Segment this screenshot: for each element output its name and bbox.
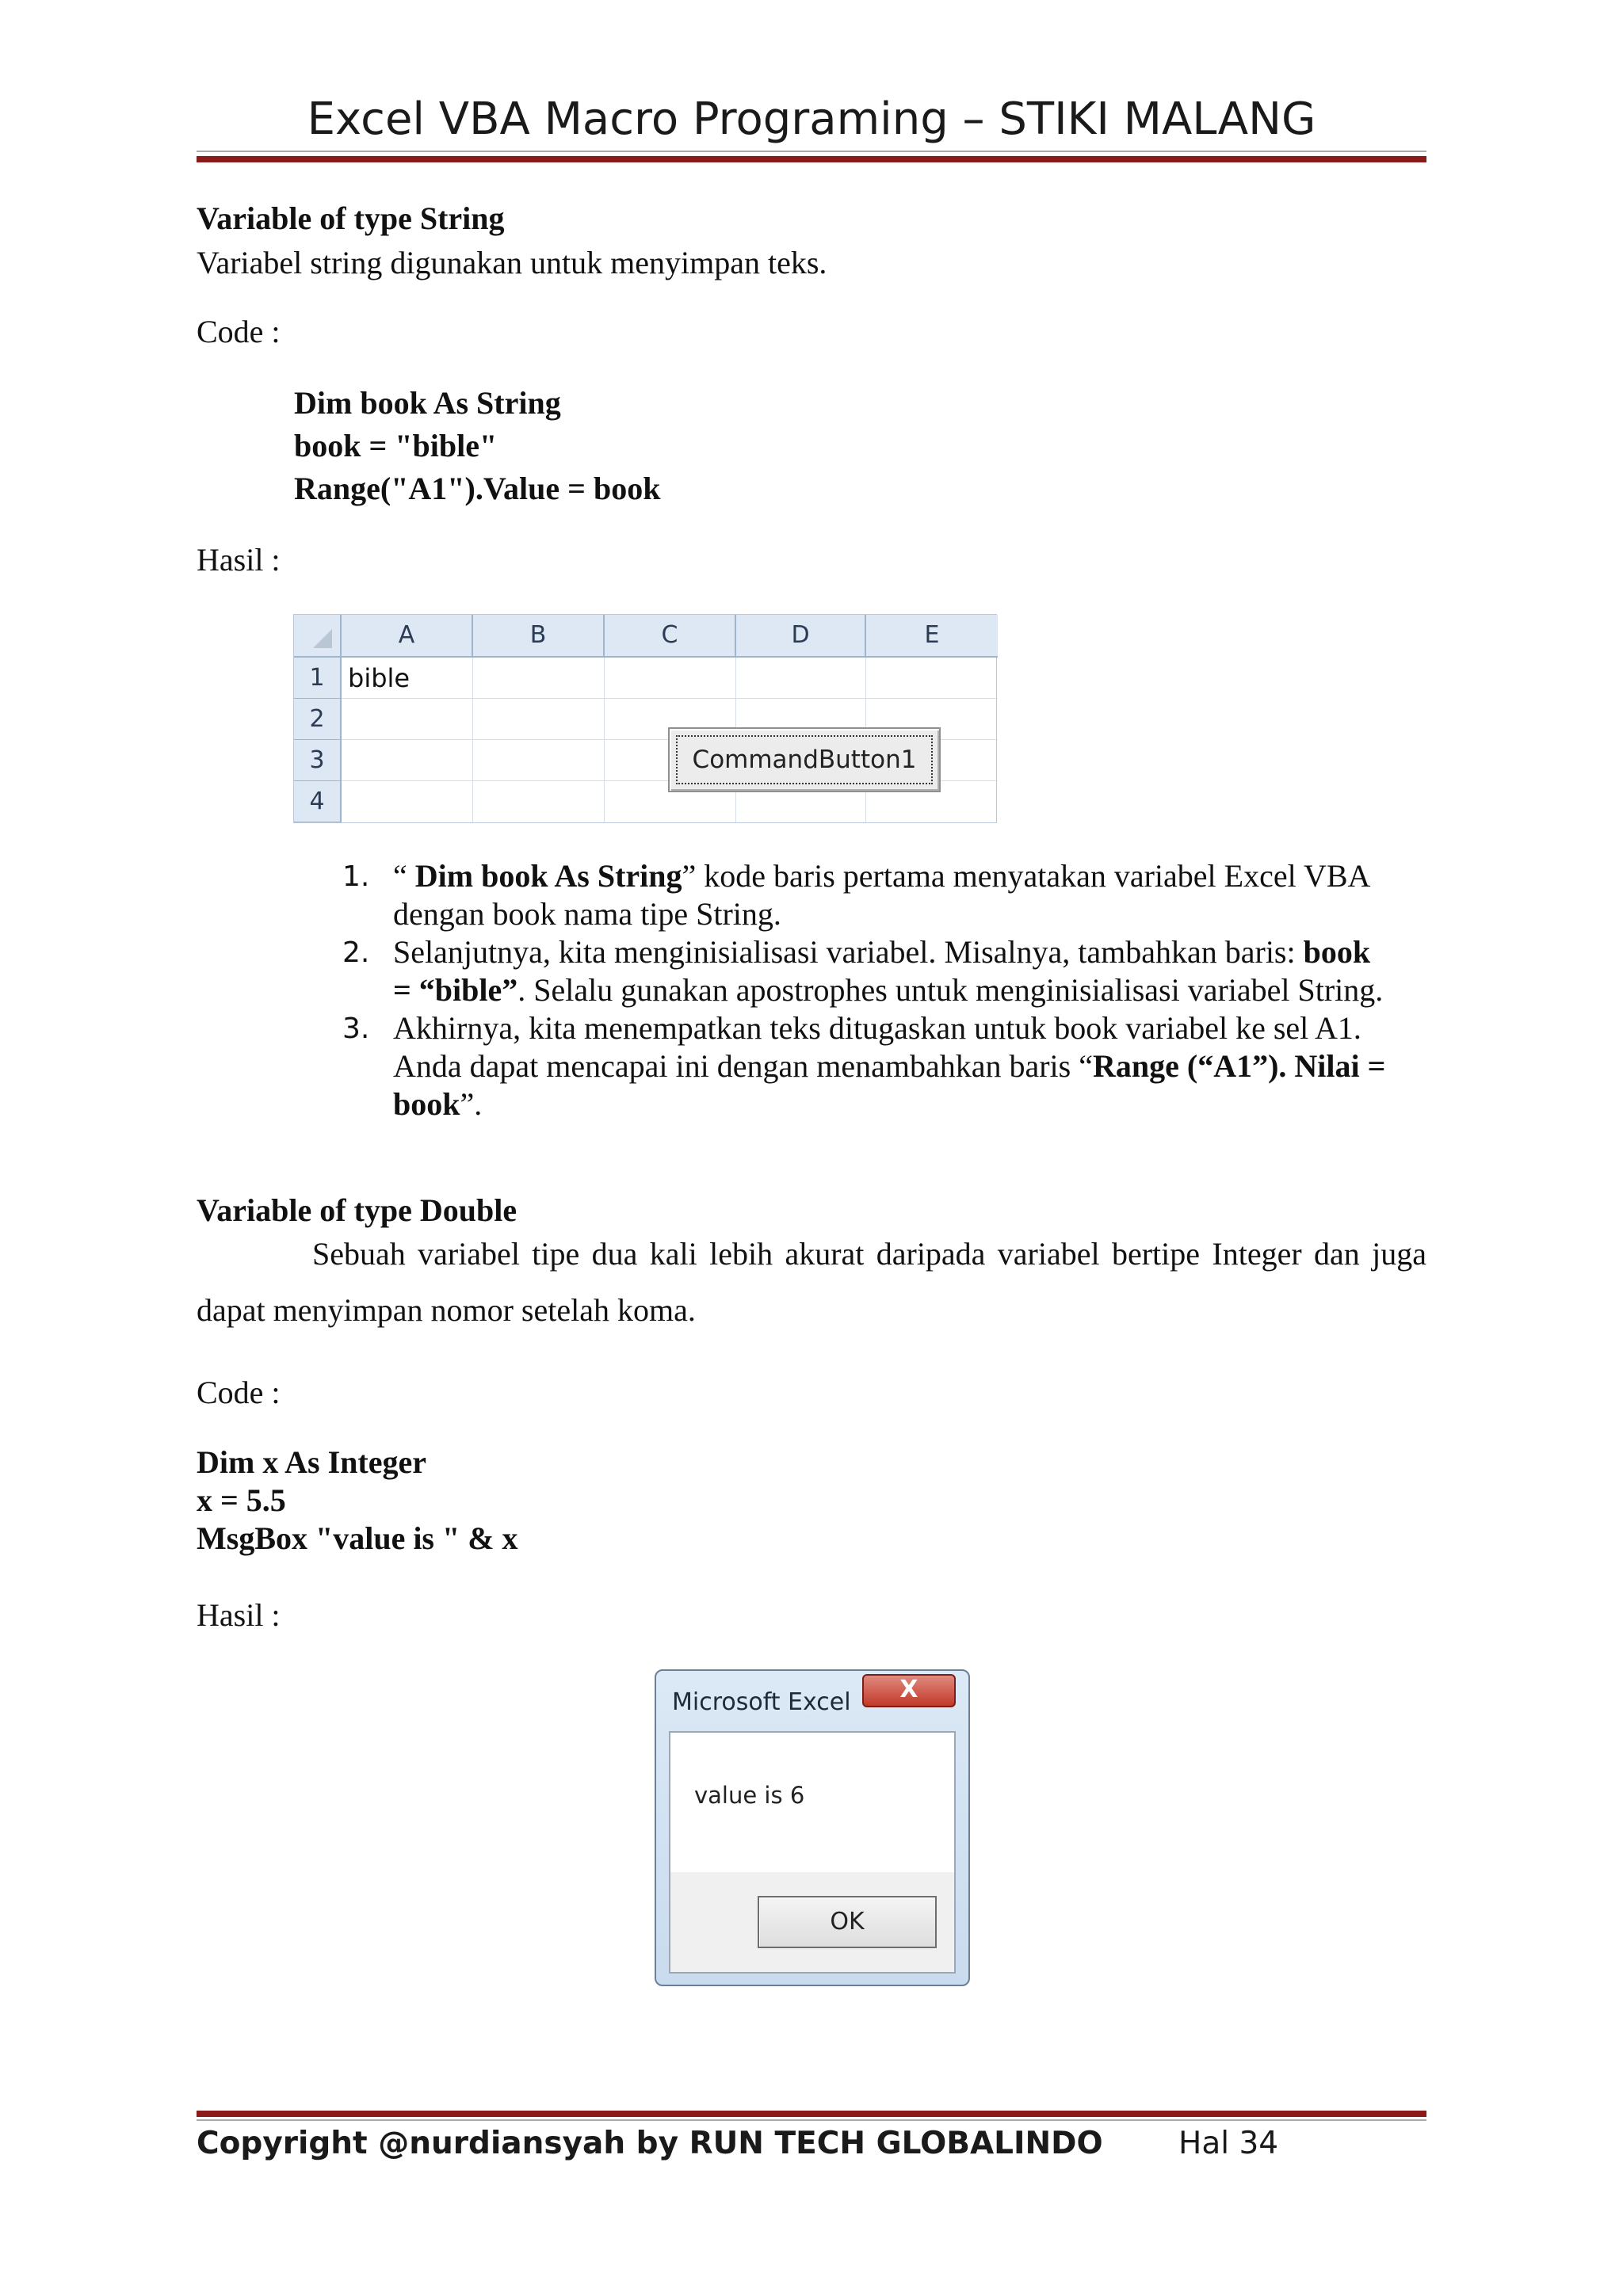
list-number-2: 2. (342, 936, 370, 969)
result-label: Hasil : (197, 542, 281, 578)
cell-a3[interactable] (342, 740, 473, 781)
cell-a2[interactable] (342, 699, 473, 740)
code-block-double (197, 1444, 518, 1558)
close-icon[interactable]: X (862, 1674, 956, 1707)
cell-e1[interactable] (866, 658, 998, 699)
cell-b2[interactable] (473, 699, 605, 740)
code-line: x = 5.5 (197, 1482, 286, 1518)
select-all-corner[interactable] (294, 615, 342, 658)
code-line: MsgBox "value is " & x (197, 1520, 518, 1556)
code-line: Range("A1").Value = book (294, 471, 661, 506)
code-line: Dim x As Integer (197, 1444, 426, 1480)
column-header-e[interactable]: E (866, 615, 998, 658)
code-line: book = "bible" (294, 428, 498, 463)
column-header-b[interactable]: B (473, 615, 605, 658)
list-item-1-line-1: “ Dim book As String” kode baris pertama menyatakan variabel Excel VBA (393, 858, 1371, 894)
code-label: Code : (197, 314, 281, 349)
cell-a4[interactable] (342, 781, 473, 822)
cell-a1[interactable]: bible (342, 658, 473, 699)
cell-d1[interactable] (736, 658, 866, 699)
footer-divider-thick (197, 2111, 1426, 2117)
footer-divider-thin (197, 2119, 1426, 2121)
list-item-3-line-3: book”. (393, 1086, 483, 1122)
page-header-title: Excel VBA Macro Programing – STIKI MALANG (307, 93, 1316, 145)
list-number-1: 1. (342, 860, 370, 893)
ok-button[interactable]: OK (758, 1896, 937, 1948)
command-button-label: CommandButton1 (676, 735, 933, 784)
list-number-3: 3. (342, 1013, 370, 1045)
header-divider-thick (197, 156, 1426, 162)
column-header-d[interactable]: D (736, 615, 866, 658)
section-heading-double: Variable of type Double (197, 1192, 517, 1228)
cell-b3[interactable] (473, 740, 605, 781)
message-box-body (669, 1731, 956, 1974)
message-box-title: Microsoft Excel (672, 1688, 851, 1716)
footer-copyright: Copyright @nurdiansyah by RUN TECH GLOBALINDO (197, 2126, 1103, 2161)
result-label: Hasil : (197, 1597, 281, 1633)
code-block-string (294, 382, 660, 510)
page-number: Hal 34 (1178, 2126, 1279, 2161)
cell-b4[interactable] (473, 781, 605, 822)
cell-c1[interactable] (605, 658, 736, 699)
header-divider-thin (197, 151, 1426, 152)
list-item-1-line-2: dengan book nama tipe String. (393, 896, 781, 932)
code-label: Code : (197, 1375, 281, 1410)
section-heading-string: Variable of type String (197, 200, 505, 236)
spreadsheet (293, 614, 997, 823)
row-header-4[interactable]: 4 (294, 781, 342, 822)
code-line: Dim book As String (294, 385, 561, 421)
column-header-a[interactable]: A (342, 615, 473, 658)
column-header-c[interactable]: C (605, 615, 736, 658)
section-description-double-line-2: dapat menyimpan nomor setelah koma. (197, 1292, 696, 1328)
list-item-3-line-2: Anda dapat mencapai ini dengan menambahkan baris “Range (“A1”). Nilai = (393, 1048, 1386, 1084)
row-header-1[interactable]: 1 (294, 658, 342, 699)
message-box-dialog (655, 1669, 970, 1986)
row-header-2[interactable]: 2 (294, 699, 342, 740)
list-item-2-line-1: Selanjutnya, kita menginisialisasi variabel. Misalnya, tambahkan baris: book (393, 934, 1371, 970)
cell-b1[interactable] (473, 658, 605, 699)
section-description-double-line-1: Sebuah variabel tipe dua kali lebih akurat daripada variabel bertipe Integer dan juga (312, 1236, 1426, 1272)
list-item-3-line-1: Akhirnya, kita menempatkan teks ditugaskan untuk book variabel ke sel A1. (393, 1010, 1361, 1046)
section-description-string: Variabel string digunakan untuk menyimpan teks. (197, 245, 827, 280)
list-item-2-line-2: = “bible”. Selalu gunakan apostrophes untuk menginisialisasi variabel String. (393, 972, 1384, 1008)
row-header-3[interactable]: 3 (294, 740, 342, 781)
command-button[interactable] (668, 727, 941, 792)
message-text: value is 6 (694, 1782, 805, 1809)
